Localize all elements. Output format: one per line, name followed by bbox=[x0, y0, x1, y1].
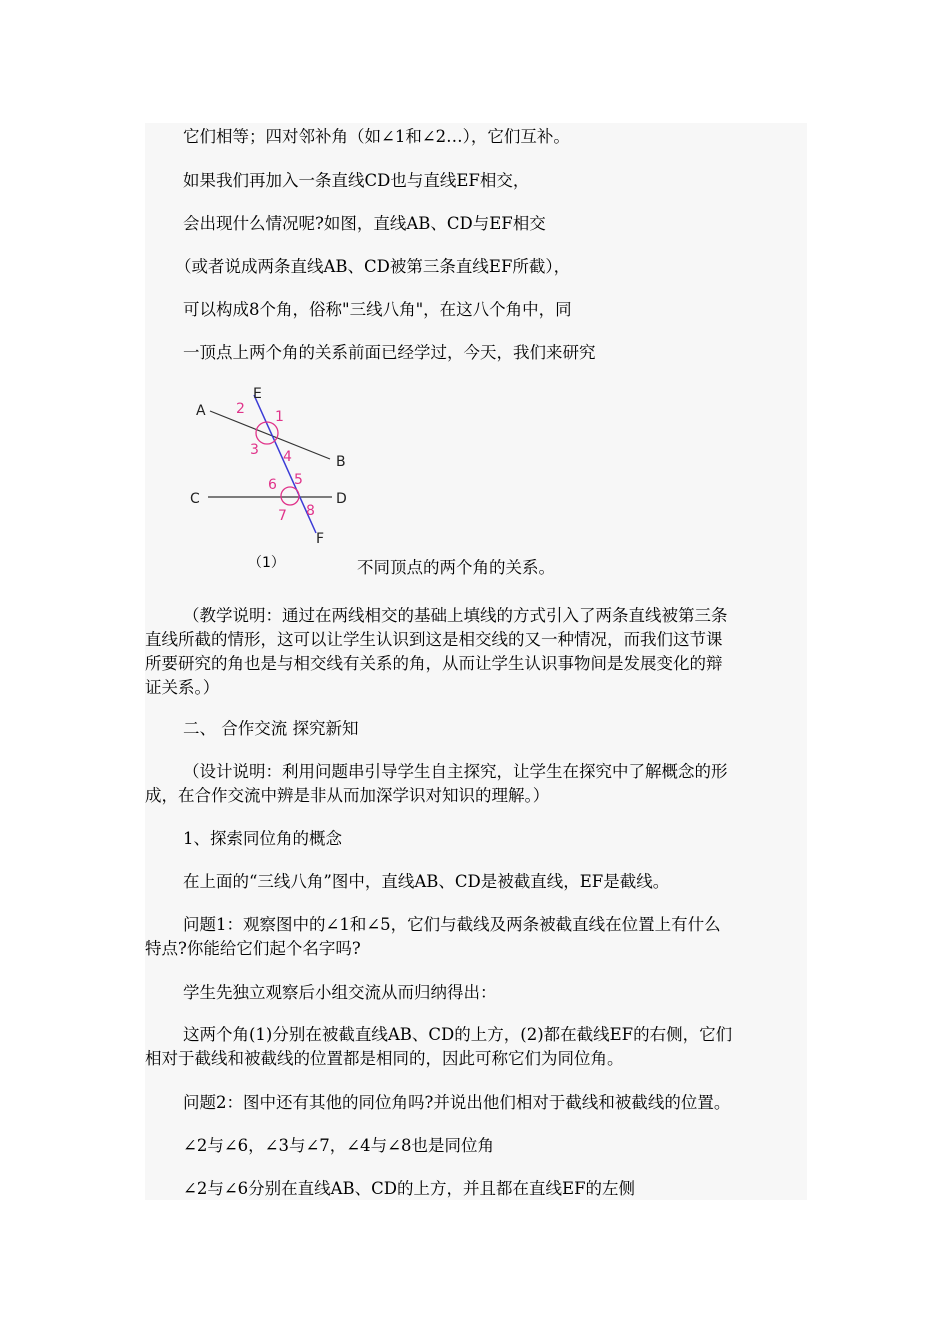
three-lines-eight-angles-figure bbox=[180, 383, 360, 548]
question-2: 问题2：图中还有其他的同位角吗?并说出他们相对于截线和被截线的位置。 bbox=[183, 1093, 731, 1112]
design-note bbox=[145, 760, 807, 808]
text-line-6: 一顶点上两个角的关系前面已经学过，今天，我们来研究 bbox=[183, 343, 596, 362]
angle-2-label: 2 bbox=[236, 401, 245, 417]
teaching-note-line-1: （教学说明：通过在两线相交的基础上填线的方式引入了两条直线被第三条 bbox=[183, 606, 728, 625]
line-ab bbox=[210, 411, 330, 459]
text-line-1: 它们相等；四对邻补角（如∠1和∠2…），它们互补。 bbox=[183, 127, 570, 146]
angle-1-label: 1 bbox=[275, 409, 284, 425]
subheading: 1、探索同位角的概念 bbox=[183, 829, 342, 848]
question-1-line-2: 特点?你能给它们起个名字吗? bbox=[145, 939, 361, 958]
angle-6-label: 6 bbox=[268, 477, 277, 493]
text-line-3: 会出现什么情况呢?如图，直线AB、CD与EF相交 bbox=[183, 214, 546, 233]
question-1 bbox=[145, 913, 807, 961]
angle-8-label: 8 bbox=[306, 503, 315, 519]
angle-4-label: 4 bbox=[283, 449, 292, 465]
text-line-4: （或者说成两条直线AB、CD被第三条直线EF所截）， bbox=[175, 257, 571, 276]
teaching-note-line-2: 直线所截的情形，这可以让学生认识到这是相交线的又一种情况，而我们这节课 bbox=[145, 630, 723, 649]
text-line-2: 如果我们再加入一条直线CD也与直线EF相交， bbox=[183, 171, 530, 190]
figure-caption-text: 不同顶点的两个角的关系。 bbox=[357, 558, 555, 577]
design-note-line-2: 成，在合作交流中辨是非从而加深学识对知识的理解。） bbox=[145, 786, 550, 805]
answer-1 bbox=[145, 1023, 807, 1071]
teaching-note bbox=[145, 604, 807, 700]
point-b-label: B bbox=[336, 454, 346, 470]
text-last: ∠2与∠6分别在直线AB、CD的上方，并且都在直线EF的左侧 bbox=[183, 1179, 636, 1198]
point-c-label: C bbox=[190, 491, 200, 507]
point-a-label: A bbox=[196, 403, 206, 419]
answer-1-line-1: 这两个角(1)分别在被截直线AB、CD的上方，(2)都在截线EF的右侧，它们 bbox=[183, 1025, 733, 1044]
angle-3-label: 3 bbox=[250, 442, 259, 458]
text-line-5: 可以构成8个角，俗称"三线八角"，在这八个角中，同 bbox=[183, 300, 572, 319]
point-e-label: E bbox=[253, 386, 262, 402]
point-f-label: F bbox=[316, 531, 325, 547]
point-d-label: D bbox=[336, 491, 347, 507]
question-1-line-1: 问题1：观察图中的∠1和∠5，它们与截线及两条被截直线在位置上有什么 bbox=[183, 915, 721, 934]
teaching-note-line-3: 所要研究的角也是与相交线有关系的角，从而让学生认识事物间是发展变化的辩 bbox=[145, 654, 723, 673]
angle-5-label: 5 bbox=[294, 472, 303, 488]
text-pairs: ∠2与∠6，∠3与∠7，∠4与∠8也是同位角 bbox=[183, 1136, 494, 1155]
angle-7-label: 7 bbox=[278, 508, 287, 524]
figure-caption-number: （1） bbox=[248, 555, 285, 571]
text-sanxian: 在上面的“三线八角”图中，直线AB、CD是被截直线，EF是截线。 bbox=[183, 872, 670, 891]
text-students: 学生先独立观察后小组交流从而归纳得出： bbox=[183, 983, 497, 1002]
section-heading: 二、 合作交流 探究新知 bbox=[183, 719, 359, 738]
teaching-note-line-4: 证关系。） bbox=[145, 678, 220, 697]
design-note-line-1: （设计说明：利用问题串引导学生自主探究，让学生在探究中了解概念的形 bbox=[183, 762, 728, 781]
angle-arc-bottom bbox=[281, 487, 299, 505]
answer-1-line-2: 相对于截线和被截线的位置都是相同的，因此可称它们为同位角。 bbox=[145, 1049, 624, 1068]
